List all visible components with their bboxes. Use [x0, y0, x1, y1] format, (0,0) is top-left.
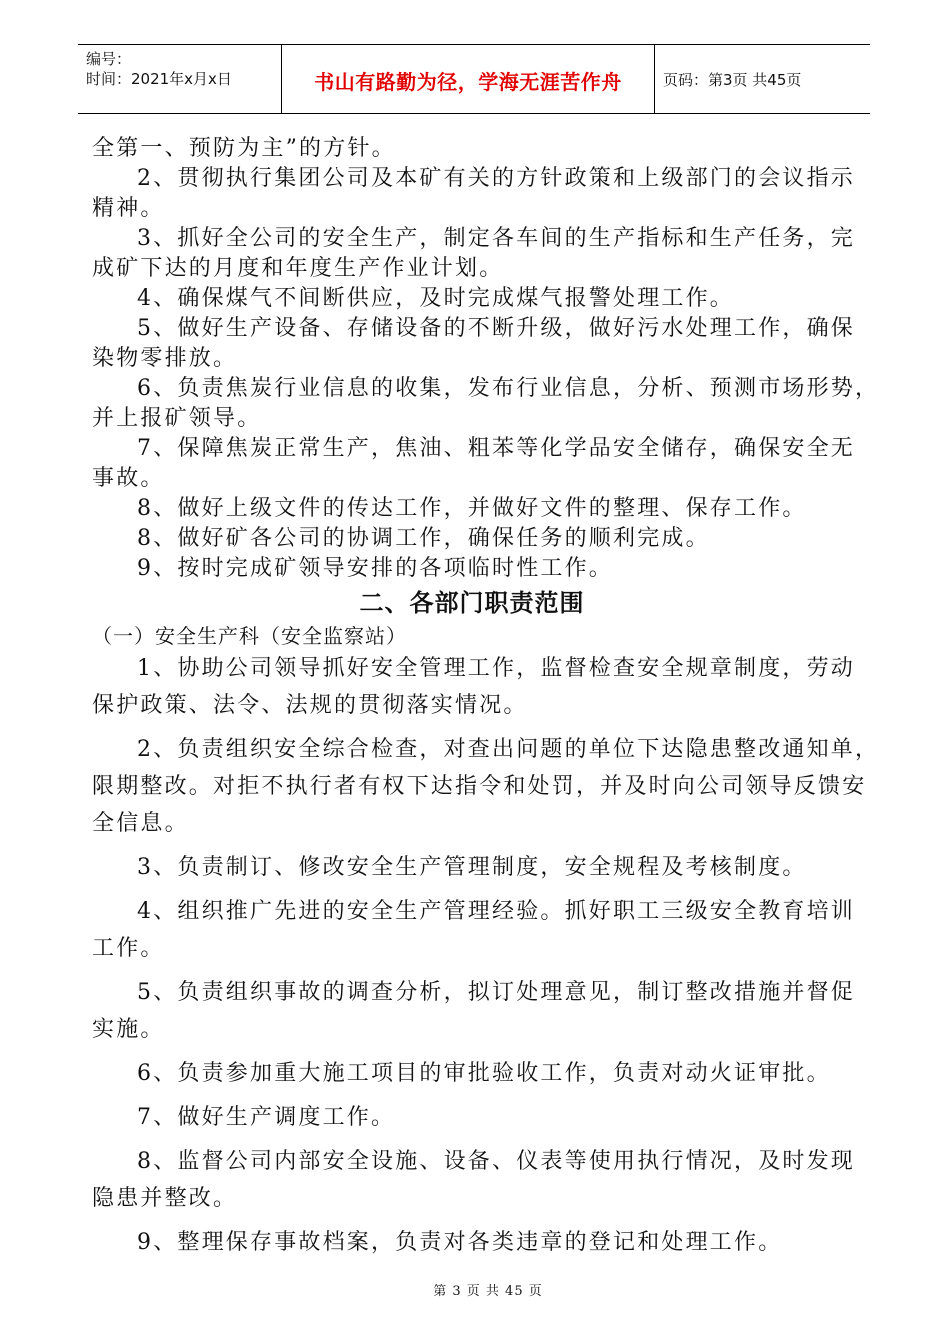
- text-line: 并上报矿领导。: [92, 406, 262, 431]
- section-title: 二、各部门职责范围: [359, 589, 585, 617]
- header-meta-cell: [78, 45, 282, 113]
- page-footer: 第 3 页 共 45 页: [433, 1284, 543, 1299]
- document-body: [92, 134, 880, 1261]
- text-line: 4、确保煤气不间断供应，及时完成煤气报警处理工作。: [137, 286, 734, 311]
- text-line: 染物零排放。: [92, 346, 238, 371]
- text-line: 7、做好生产调度工作。: [137, 1105, 396, 1130]
- text-line: 4、组织推广先进的安全生产管理经验。抓好职工三级安全教育培训: [137, 899, 855, 924]
- text-line: 9、按时完成矿领导安排的各项临时性工作。: [137, 556, 613, 581]
- text-line: 精神。: [92, 196, 165, 221]
- text-line: 6、负责参加重大施工项目的审批验收工作，负责对动火证审批。: [137, 1061, 831, 1086]
- text-line: 2、负责组织安全综合检查，对查出问题的单位下达隐患整改通知单，: [137, 737, 880, 762]
- text-line: 1、协助公司领导抓好安全管理工作，监督检查安全规章制度，劳动: [137, 656, 855, 681]
- serial-label: 编号：: [86, 50, 132, 68]
- text-line: 5、负责组织事故的调查分析，拟订处理意见，制订整改措施并督促: [137, 980, 855, 1005]
- text-line: 全第一、预防为主”的方针。: [92, 136, 396, 161]
- motto-text: 书山有路勤为径，学海无涯苦作舟: [314, 69, 622, 94]
- text-line: 6、负责焦炭行业信息的收集，发布行业信息，分析、预测市场形势，: [137, 376, 880, 401]
- text-line: 8、做好矿各公司的协调工作，确保任务的顺利完成。: [137, 526, 710, 551]
- text-line: 9、整理保存事故档案，负责对各类违章的登记和处理工作。: [137, 1230, 783, 1255]
- sub-heading: （一）安全生产科（安全监察站）: [92, 624, 407, 648]
- page-header: [78, 44, 870, 114]
- part2-block: [92, 650, 880, 1261]
- date-label: 时间：2021年x月x日: [86, 70, 232, 88]
- page-info: 页码：第3页 共45页: [663, 70, 802, 89]
- header-page-cell: [655, 45, 870, 113]
- text-line: 保护政策、法令、法规的贯彻落实情况。: [92, 693, 528, 718]
- text-line: 全信息。: [92, 811, 189, 836]
- text-line: 隐患并整改。: [92, 1186, 238, 1211]
- text-line: 5、做好生产设备、存储设备的不断升级，做好污水处理工作，确保: [137, 316, 855, 341]
- text-line: 3、抓好全公司的安全生产，制定各车间的生产指标和生产任务，完: [137, 226, 855, 251]
- text-line: 成矿下达的月度和年度生产作业计划。: [92, 256, 504, 281]
- text-line: 3、负责制订、修改安全生产管理制度，安全规程及考核制度。: [137, 855, 807, 880]
- part1-block: [92, 134, 880, 584]
- text-line: 8、监督公司内部安全设施、设备、仪表等使用执行情况，及时发现: [137, 1149, 855, 1174]
- text-line: 事故。: [92, 466, 165, 491]
- text-line: 限期整改。对拒不执行者有权下达指令和处罚，并及时向公司领导反馈安: [92, 774, 867, 799]
- text-line: 8、做好上级文件的传达工作，并做好文件的整理、保存工作。: [137, 496, 807, 521]
- text-line: 工作。: [92, 936, 165, 961]
- header-motto-cell: [282, 45, 655, 113]
- text-line: 实施。: [92, 1017, 165, 1042]
- text-line: 7、保障焦炭正常生产，焦油、粗苯等化学品安全储存，确保安全无: [137, 436, 855, 461]
- text-line: 2、贯彻执行集团公司及本矿有关的方针政策和上级部门的会议指示: [137, 166, 855, 191]
